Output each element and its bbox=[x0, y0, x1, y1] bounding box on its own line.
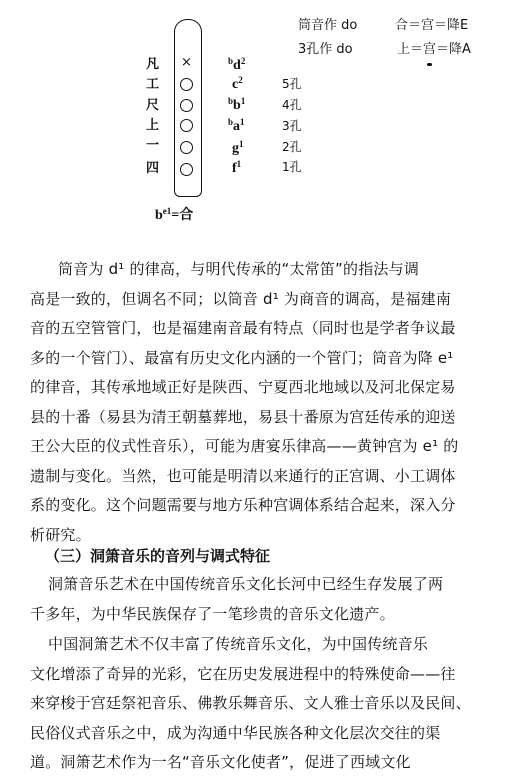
finger-hole-3 bbox=[180, 119, 193, 132]
hole-label: 3孔 bbox=[282, 119, 302, 133]
ink-dot bbox=[427, 63, 432, 66]
legend-line2-left: 3孔作 do bbox=[298, 42, 353, 57]
pitch-label: $^ba^1$ bbox=[228, 117, 245, 134]
text-line: 民俗仪式音乐之中，成为沟通中华民族各种文化层次交往的渠 bbox=[30, 723, 441, 742]
text-line: 筒音为 d¹ 的律高，与明代传承的“太常笛”的指法与调 bbox=[58, 260, 420, 278]
cross-mark: × bbox=[181, 55, 192, 70]
pitch-label: $c^2$ bbox=[232, 75, 243, 92]
legend-line1-left: 筒音作 do bbox=[298, 18, 358, 33]
hole-label: 4孔 bbox=[282, 98, 302, 112]
text-line: 高是一致的，但调名不同；以筒音 d¹ 为商音的调高，是福建南 bbox=[30, 289, 452, 308]
gongche-note: 凡 bbox=[146, 57, 160, 72]
text-line: 的律音，其传承地域正好是陕西、宁夏西北地域以及河北保定易 bbox=[30, 378, 456, 396]
hole-label: 2孔 bbox=[282, 140, 302, 154]
text-line: 遗制与变化。当然，也可能是明清以来通行的正宫调、小工调体 bbox=[30, 466, 456, 485]
finger-hole-1 bbox=[180, 163, 193, 176]
text-line: 县的十番（易县为清王朝墓葬地，易县十番原为宫廷传承的迎送 bbox=[30, 407, 456, 426]
legend-line1-right: 合＝宫＝降E bbox=[395, 18, 469, 33]
text-line: 多的一个管门）、最富有历史文化内涵的一个管门；筒音为降 e¹ bbox=[30, 348, 454, 367]
pitch-label: $^bd^2$ bbox=[228, 56, 246, 73]
section-heading: （三）洞箫音乐的音列与调式特征 bbox=[45, 547, 271, 565]
tube-base-pitch-label: $b^{e1}=$合 bbox=[155, 206, 194, 223]
text-line: 王公大臣的仪式性音乐），可能为唐宴乐律高——黄钟宫为 e¹ 的 bbox=[30, 437, 459, 455]
text-line: 来穿梭于宫廷祭祀音乐、佛教乐舞音乐、文人雅士音乐以及民间、 bbox=[30, 694, 471, 712]
paragraph-1 bbox=[30, 255, 500, 550]
text-line: 洞箫音乐艺术在中国传统音乐文化长河中已经生存发展了两 bbox=[48, 575, 444, 593]
text-line: 道。洞箫艺术作为一名“音乐文化使者”，促进了西域文化 bbox=[30, 753, 411, 771]
paragraph-2 bbox=[30, 570, 500, 629]
gongche-note: 尺 bbox=[146, 98, 160, 113]
text-line: 文化增添了奇异的光彩，它在历史发展进程中的特殊使命——往 bbox=[30, 664, 456, 683]
finger-hole-2 bbox=[180, 141, 193, 154]
text-line: 系的变化。这个问题需要与地方乐种宫调体系结合起来，深入分 bbox=[30, 496, 456, 514]
hole-label: 5孔 bbox=[282, 77, 302, 91]
gongche-note: 上 bbox=[146, 118, 160, 133]
text-line: 中国洞箫艺术不仅丰富了传统音乐文化，为中国传统音乐 bbox=[48, 635, 429, 653]
pitch-label: $g^1$ bbox=[232, 139, 244, 156]
text-line: 千多年，为中华民族保存了一笔珍贵的音乐文化遗产。 bbox=[30, 604, 395, 623]
text-line: 析研究。 bbox=[30, 525, 91, 544]
hole-label: 1孔 bbox=[282, 160, 302, 174]
finger-hole-4 bbox=[180, 99, 193, 112]
pitch-label: $^bb^1$ bbox=[228, 96, 246, 113]
text-line: 音的五空管管门，也是福建南音最有特点（同时也是学者争议最 bbox=[30, 319, 456, 337]
paragraph-3 bbox=[30, 630, 500, 778]
finger-hole-5 bbox=[180, 78, 193, 91]
legend-line2-right: 上＝宫＝降A bbox=[397, 42, 471, 57]
pitch-label: $f^1$ bbox=[232, 159, 242, 176]
gongche-note: 工 bbox=[146, 77, 160, 92]
gongche-note: 四 bbox=[146, 161, 160, 176]
gongche-note: 一 bbox=[146, 138, 160, 153]
